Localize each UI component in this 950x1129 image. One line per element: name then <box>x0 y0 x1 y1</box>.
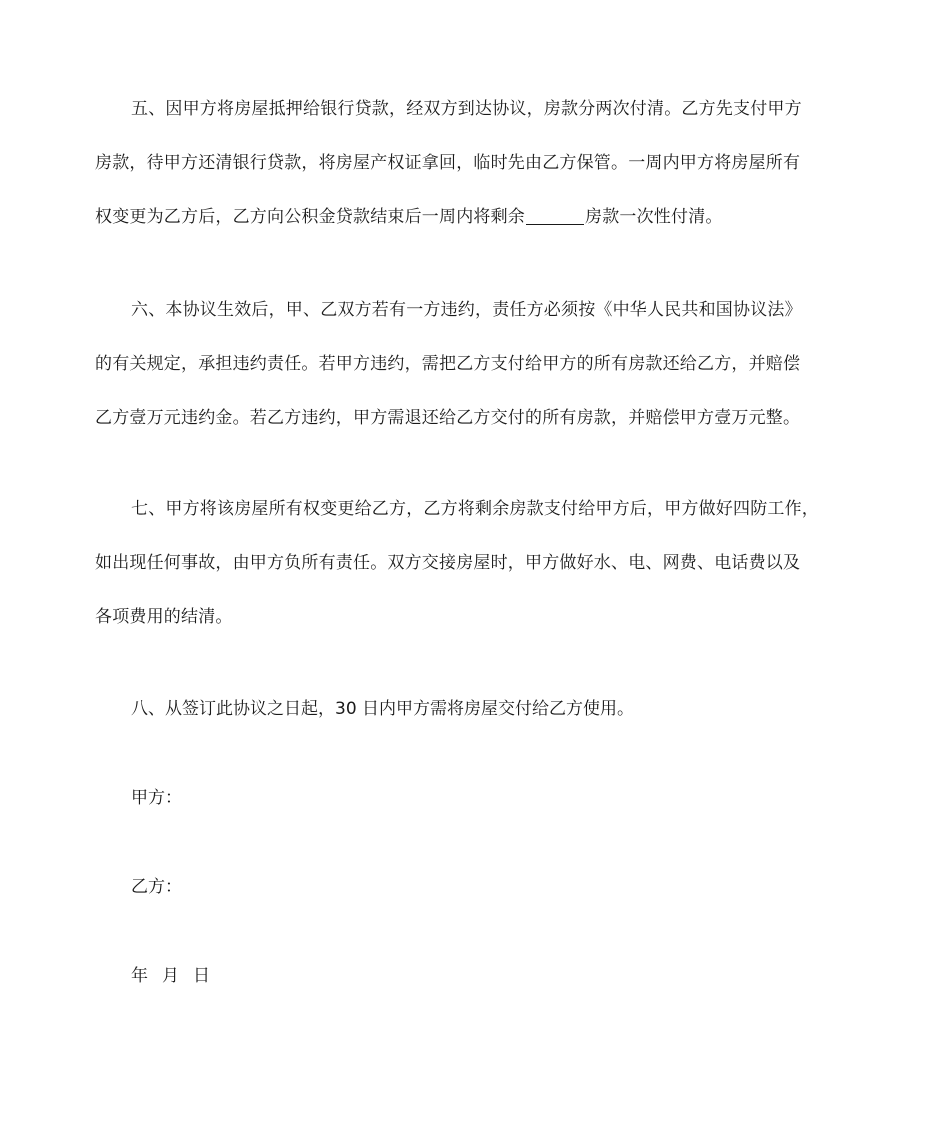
clause-7-line-2: 如出现任何事故，由甲方负所有责任。双方交接房屋时，甲方做好水、电、网费、电话费以及 <box>95 553 801 573</box>
clause-6 <box>95 283 857 445</box>
clause-5-line-3-after-blank: 房款一次性付清。 <box>585 207 723 227</box>
clause-6-line-3: 乙方壹万元违约金。若乙方违约，甲方需退还给乙方交付的所有房款，并赔偿甲方壹万元整。 <box>95 408 801 428</box>
clause-7-line-3: 各项费用的结清。 <box>95 607 233 627</box>
date-month-label: 月 <box>162 966 179 986</box>
clause-6-line-2: 的有关规定，承担违约责任。若甲方违约，需把乙方支付给甲方的所有房款还给乙方，并赔偿 <box>95 354 801 374</box>
clause-5-line-3 <box>95 190 857 244</box>
clause-5-line-2: 房款，待甲方还清银行贷款，将房屋产权证拿回，临时先由乙方保管。一周内甲方将房屋所有 <box>95 153 801 173</box>
clause-5-line-1: 五、因甲方将房屋抵押给银行贷款，经双方到达协议，房款分两次付清。乙方先支付甲方 <box>131 99 802 119</box>
date-year-label: 年 <box>131 966 148 986</box>
signature-date <box>131 964 210 988</box>
clause-7 <box>95 482 857 644</box>
fill-in-blank-amount <box>526 223 584 225</box>
clause-7-line-1: 七、甲方将该房屋所有权变更给乙方，乙方将剩余房款支付给甲方后，甲方做好四防工作， <box>131 499 819 519</box>
clause-5 <box>95 82 857 244</box>
clause-5-line-3-before-blank: 权变更为乙方后，乙方向公积金贷款结束后一周内将剩余 <box>95 207 525 227</box>
party-b-signature-label: 乙方： <box>131 877 182 897</box>
clause-6-line-1: 六、本协议生效后，甲、乙双方若有一方违约，责任方必须按《中华人民共和国协议法》 <box>131 300 802 320</box>
party-a-signature-label: 甲方： <box>131 788 182 808</box>
date-day-label: 日 <box>193 966 210 986</box>
clause-8: 八、从签订此协议之日起，30 日内甲方需将房屋交付给乙方使用。 <box>131 699 635 719</box>
